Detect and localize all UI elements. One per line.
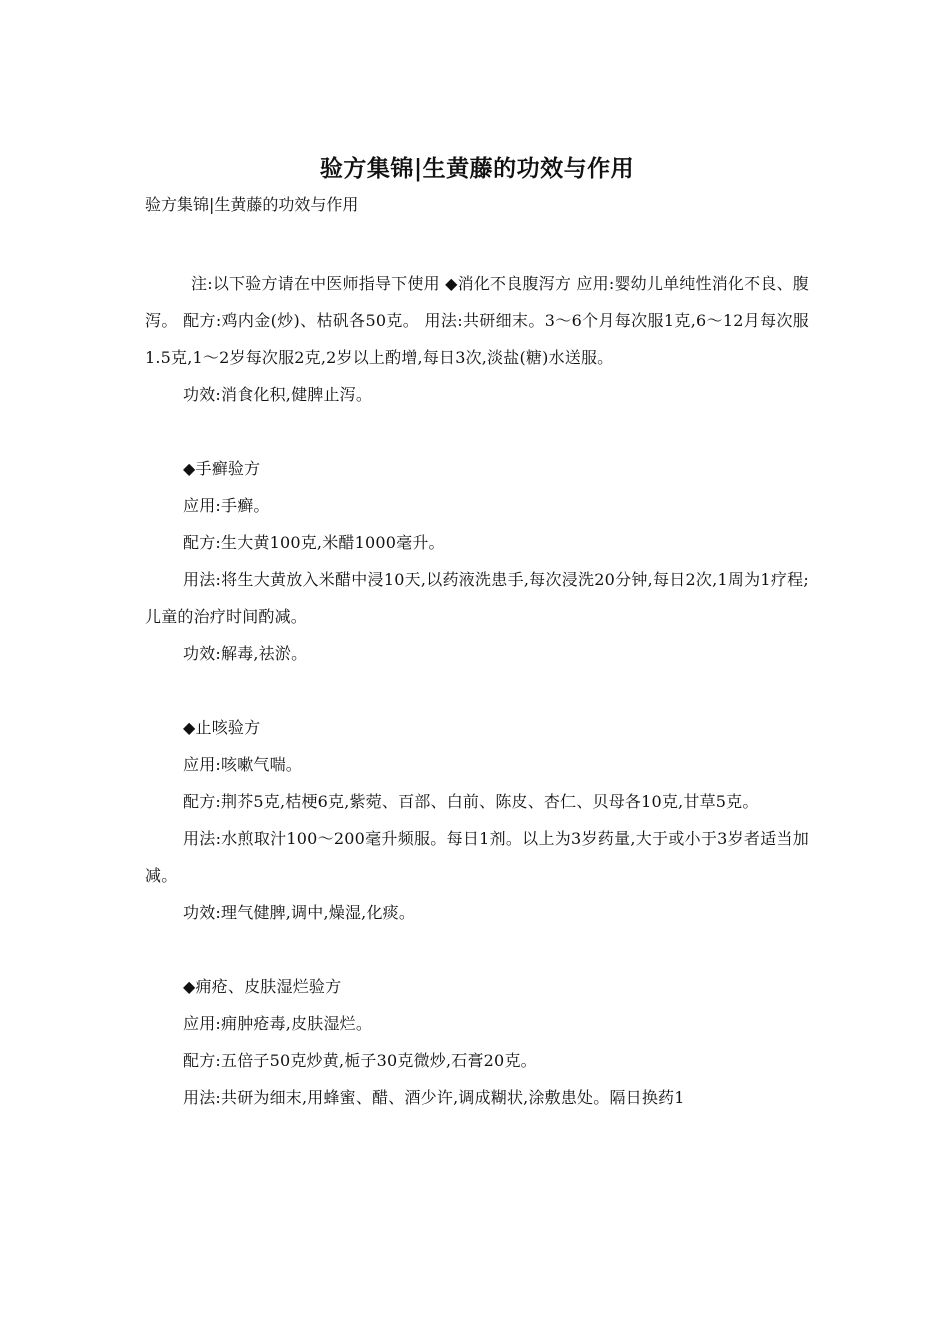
paragraph-effect: 功效:理气健脾,调中,燥湿,化痰。: [183, 903, 416, 922]
section-heading: ◆痈疮、皮肤湿烂验方: [183, 977, 342, 996]
paragraph-usage: 用法:水煎取汁100～200毫升频服。每日1剂。以上为3岁药量,大于或小于3岁者适当加减。: [145, 829, 809, 885]
section-gap: [145, 672, 809, 709]
section-heading: ◆手癣验方: [183, 459, 261, 478]
paragraph-effect: 功效:解毒,祛淤。: [183, 644, 308, 663]
paragraph-intro: 注:以下验方请在中医师指导下使用 ◆消化不良腹泻方 应用:婴幼儿单纯性消化不良、腹泻。 配方:鸡内金(炒)、枯矾各50克。 用法:共研细末。3～6个月每次服1克,6～12月每次服1.5克,1～2岁每次服2克,2岁以上酌增,每日3次,淡盐(糖)水送服。: [145, 274, 809, 367]
document-title: 验方集锦|生黄藤的功效与作用: [319, 155, 635, 182]
document-page: [145, 148, 809, 1116]
paragraph-effect: 功效:消食化积,健脾止泻。: [183, 385, 373, 404]
section-heading: ◆止咳验方: [183, 718, 261, 737]
paragraph-formula: 配方:五倍子50克炒黄,栀子30克微炒,石膏20克。: [183, 1051, 537, 1070]
paragraph-application: 应用:手癣。: [183, 496, 270, 515]
paragraph-application: 应用:咳嗽气喘。: [183, 755, 302, 774]
section-gap: [145, 413, 809, 450]
section-gap: [145, 931, 809, 968]
paragraph-usage: 用法:将生大黄放入米醋中浸10天,以药液洗患手,每次浸洗20分钟,每日2次,1周为1疗程;儿童的治疗时间酌减。: [145, 570, 809, 626]
paragraph-usage: 用法:共研为细末,用蜂蜜、醋、酒少许,调成糊状,涂敷患处。隔日换药1: [183, 1088, 685, 1107]
document-subtitle: 验方集锦|生黄藤的功效与作用: [145, 195, 359, 214]
paragraph-formula: 配方:生大黄100克,米醋1000毫升。: [183, 533, 445, 552]
paragraph-formula: 配方:荆芥5克,桔梗6克,紫菀、百部、白前、陈皮、杏仁、贝母各10克,甘草5克。: [183, 792, 759, 811]
paragraph-application: 应用:痈肿疮毒,皮肤湿烂。: [183, 1014, 373, 1033]
